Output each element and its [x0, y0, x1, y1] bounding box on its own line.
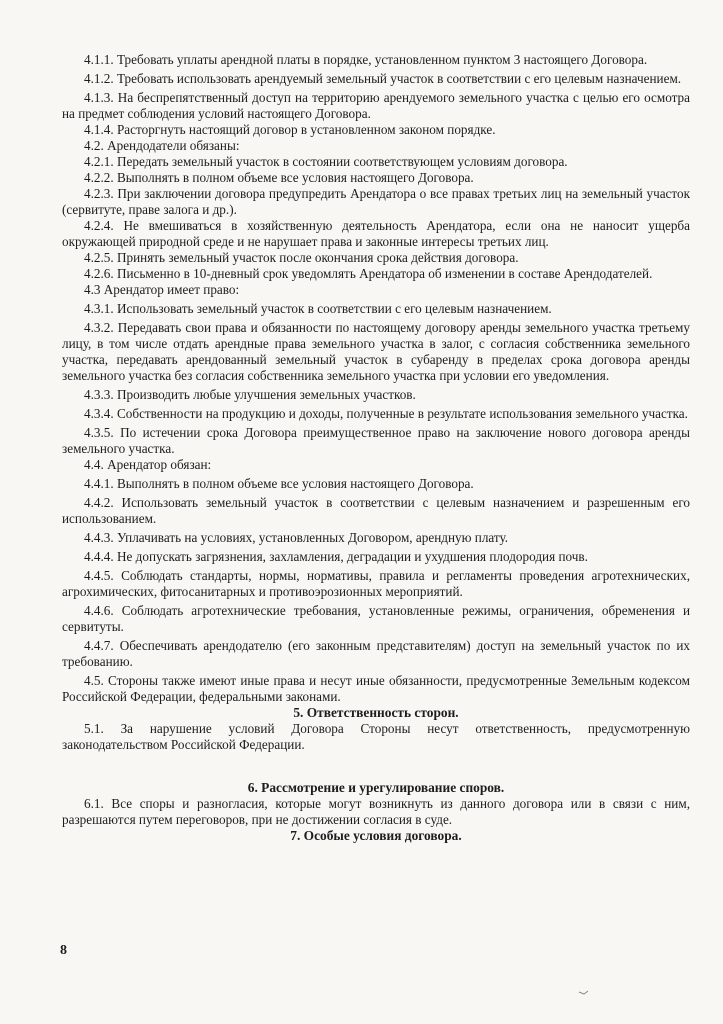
clause-4-2-2: 4.2.2. Выполнять в полном объеме все условия настоящего Договора. — [84, 170, 474, 185]
section-5-heading: 5. Ответственность сторон. — [293, 705, 459, 720]
document-body — [62, 52, 690, 844]
clause-4-4-6: 4.4.6. Соблюдать агротехнические требования, установленные режимы, ограничения, обременения и сервитуты. — [62, 603, 690, 634]
section-6-heading: 6. Рассмотрение и урегулирование споров. — [247, 780, 505, 795]
clause-4-4-4: 4.4.4. Не допускать загрязнения, захламления, деградации и ухудшения плодородия почв. — [84, 549, 588, 564]
clause-4-3-4: 4.3.4. Собственности на продукцию и доходы, полученные в результате использования земельного участка. — [84, 406, 688, 421]
page-number: 8 — [60, 943, 67, 958]
clause-4-3-3: 4.3.3. Производить любые улучшения земельных участков. — [84, 387, 416, 402]
clause-4-2-6: 4.2.6. Письменно в 10-дневный срок уведомлять Арендатора об изменении в составе Арендодателей. — [84, 266, 653, 281]
section-7-heading: 7. Особые условия договора. — [290, 828, 462, 843]
clause-4-4-7: 4.4.7. Обеспечивать арендодателю (его законным представителям) доступ на земельный участок по их требованию. — [62, 638, 690, 669]
clause-4-3-2: 4.3.2. Передавать свои права и обязанности по настоящему договору аренды земельного участка третьему лицу, в том числе отдать арендные права земельного участка в залог, с согласия собственника земельного участка, передавать арендованный земельный участок в субаренду в пределах срока договора аренды земельного участка без согласия собственника земельного участка при условии его уведомления. — [62, 320, 690, 383]
clause-4-4-2: 4.4.2. Использовать земельный участок в соответствии с целевым назначением и разрешенным его использованием. — [62, 495, 690, 526]
clause-5-1: 5.1. За нарушение условий Договора Стороны несут ответственность, предусмотренную законодательством Российской Федерации. — [62, 721, 690, 752]
clause-4-3-1: 4.3.1. Использовать земельный участок в соответствии с его целевым назначением. — [84, 301, 552, 316]
clause-6-1: 6.1. Все споры и разногласия, которые могут возникнуть из данного договора или в связи с ним, разрешаются путем переговоров, при не достижении согласия в суде. — [62, 796, 690, 827]
clause-4-1-4: 4.1.4. Расторгнуть настоящий договор в установленном законом порядке. — [84, 122, 496, 137]
clause-4-3: 4.3 Арендатор имеет право: — [84, 282, 240, 297]
clause-4-1-3: 4.1.3. На беспрепятственный доступ на территорию арендуемого земельного участка с целью его осмотра на предмет соблюдения условий настоящего Договора. — [62, 90, 690, 121]
clause-4-2-4: 4.2.4. Не вмешиваться в хозяйственную деятельность Арендатора, если она не наносит ущерба окружающей природной среде и не нарушает права и законные интересы третьих лиц. — [62, 218, 690, 249]
clause-4-1-2: 4.1.2. Требовать использовать арендуемый земельный участок в соответствии с его целевым назначением. — [84, 71, 682, 86]
clause-4-1-1: 4.1.1. Требовать уплаты арендной платы в порядке, установленном пунктом 3 настоящего Договора. — [84, 52, 648, 67]
scan-mark-icon — [577, 988, 591, 996]
clause-4-4-3: 4.4.3. Уплачивать на условиях, установленных Договором, арендную плату. — [84, 530, 509, 545]
clause-4-2-5: 4.2.5. Принять земельный участок после окончания срока действия договора. — [84, 250, 519, 265]
clause-4-3-5: 4.3.5. По истечении срока Договора преимущественное право на заключение нового договора аренды земельного участка. — [62, 425, 690, 456]
clause-4-2-1: 4.2.1. Передать земельный участок в состоянии соответствующем условиям договора. — [84, 154, 568, 169]
clause-4-2-3: 4.2.3. При заключении договора предупредить Арендатора о все правах третьих лиц на земельный участок (сервитуте, праве залога и др.). — [62, 186, 690, 217]
clause-4-4-1: 4.4.1. Выполнять в полном объеме все условия настоящего Договора. — [84, 476, 474, 491]
clause-4-5: 4.5. Стороны также имеют иные права и несут иные обязанности, предусмотренные Земельным кодексом Российской Федерации, федеральными законами. — [62, 673, 690, 704]
clause-4-4-5: 4.4.5. Соблюдать стандарты, нормы, нормативы, правила и регламенты проведения агротехнических, агрохимических, фитосанитарных и противоэрозионных мероприятий. — [62, 568, 690, 599]
clause-4-2: 4.2. Арендодатели обязаны: — [84, 138, 240, 153]
clause-4-4: 4.4. Арендатор обязан: — [84, 457, 212, 472]
